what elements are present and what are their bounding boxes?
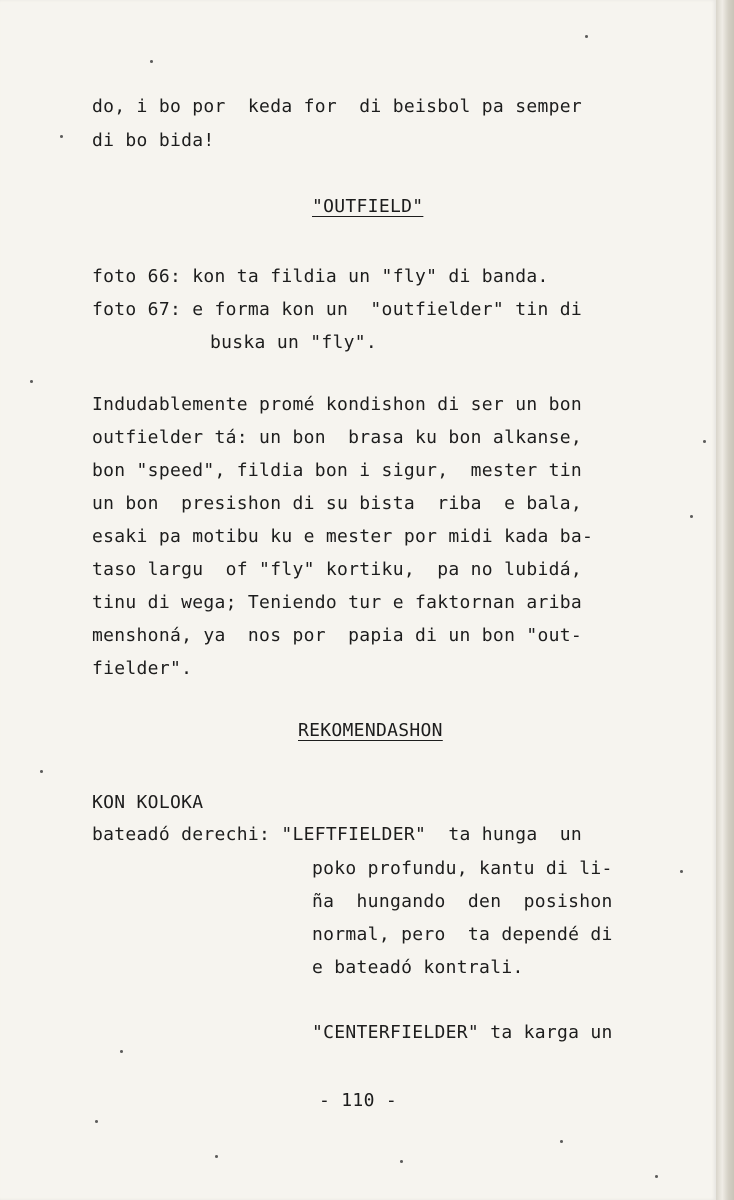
print-speck (400, 1160, 403, 1163)
intro-line-1: do, i bo por keda for di beisbol pa semper (92, 96, 583, 117)
print-speck (655, 1175, 658, 1178)
paragraph-line-7: tinu di wega; Teniendo tur e faktornan ariba (92, 592, 583, 613)
centerfielder-line: "CENTERFIELDER" ta karga un (312, 1022, 613, 1043)
print-speck (560, 1140, 563, 1143)
paragraph-line-2: outfielder tá: un bon brasa ku bon alkanse, (92, 427, 583, 448)
photo-caption-67: foto 67: e forma kon un "outfielder" tin di (92, 299, 583, 320)
print-speck (703, 440, 706, 443)
print-speck (60, 135, 63, 138)
print-speck (95, 1120, 98, 1123)
page-stack-edge (716, 0, 734, 1200)
print-speck (30, 380, 33, 383)
subheading-kon-koloka: KON KOLOKA (92, 792, 204, 813)
paragraph-line-3: bon "speed", fildia bon i sigur, mester tin (92, 460, 583, 481)
paragraph-line-5: esaki pa motibu ku e mester por midi kada ba- (92, 526, 594, 547)
print-speck (40, 770, 43, 773)
intro-line-2: di bo bida! (92, 130, 215, 151)
heading-rekomendashon: REKOMENDASHON (298, 720, 443, 741)
print-speck (150, 60, 153, 63)
paragraph-line-9: fielder". (92, 658, 193, 679)
print-speck (585, 35, 588, 38)
paragraph-line-1: Indudablemente promé kondishon di ser un bon (92, 394, 583, 415)
rec-line-1: bateadó derechi: "LEFTFIELDER" ta hunga un (92, 824, 583, 845)
print-speck (120, 1050, 123, 1053)
paragraph-line-8: menshoná, ya nos por papia di un bon "out- (92, 625, 583, 646)
photo-caption-67-cont: buska un "fly". (210, 332, 378, 353)
rec-line-2: poko profundu, kantu di li- (312, 858, 613, 879)
rec-line-3: ña hungando den posishon (312, 891, 613, 912)
rec-line-4: normal, pero ta dependé di (312, 924, 613, 945)
print-speck (215, 1155, 218, 1158)
paragraph-line-4: un bon presishon di su bista riba e bala, (92, 493, 583, 514)
rec-line-5: e bateadó kontrali. (312, 957, 524, 978)
photo-caption-66: foto 66: kon ta fildia un "fly" di banda. (92, 266, 549, 287)
paragraph-line-6: taso largu of "fly" kortiku, pa no lubidá, (92, 559, 583, 580)
heading-outfield: "OUTFIELD" (312, 196, 424, 217)
print-speck (690, 515, 693, 518)
print-speck (680, 870, 683, 873)
page-number: - 110 - (319, 1090, 397, 1111)
